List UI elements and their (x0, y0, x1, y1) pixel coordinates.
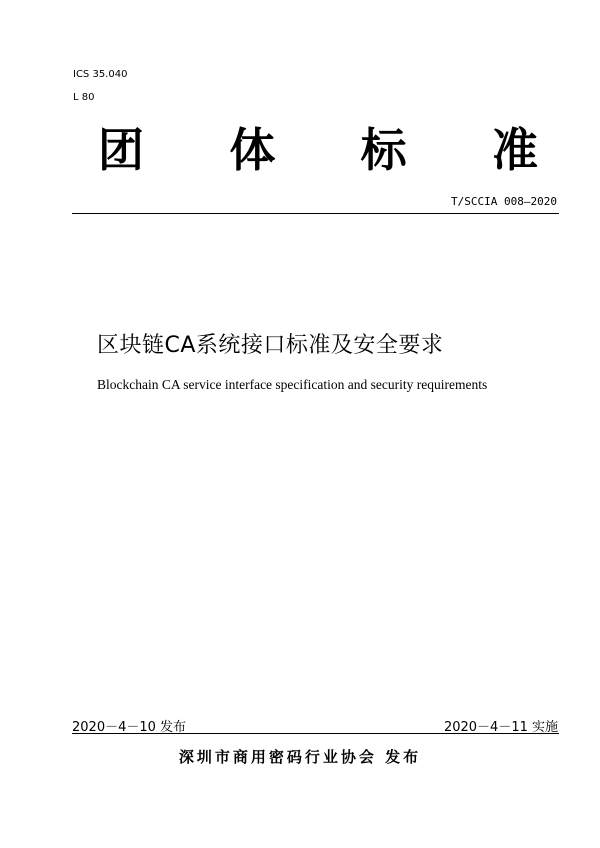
heading-char: 体 (229, 123, 276, 177)
standard-code: T/SCCIA 008—2020 (451, 195, 557, 208)
title-english: Blockchain CA service interface specification and security requirements (97, 377, 488, 392)
heading-char: 准 (491, 123, 538, 177)
title-chinese: 区块链CA系统接口标准及安全要求 (97, 333, 444, 358)
classification-code: L 80 (73, 92, 95, 103)
heading-char: 团 (98, 123, 144, 177)
heading-char: 标 (360, 123, 407, 177)
implement-date: 2020－4－11 实施 (443, 720, 558, 735)
ics-number: ICS 35.040 (73, 69, 128, 80)
header-divider (72, 213, 559, 214)
document-type-heading (98, 124, 538, 176)
footer-divider (72, 733, 559, 734)
publish-date: 2020－4－10 发布 (72, 720, 187, 735)
publisher: 深圳市商用密码行业协会 发布 (178, 748, 422, 766)
